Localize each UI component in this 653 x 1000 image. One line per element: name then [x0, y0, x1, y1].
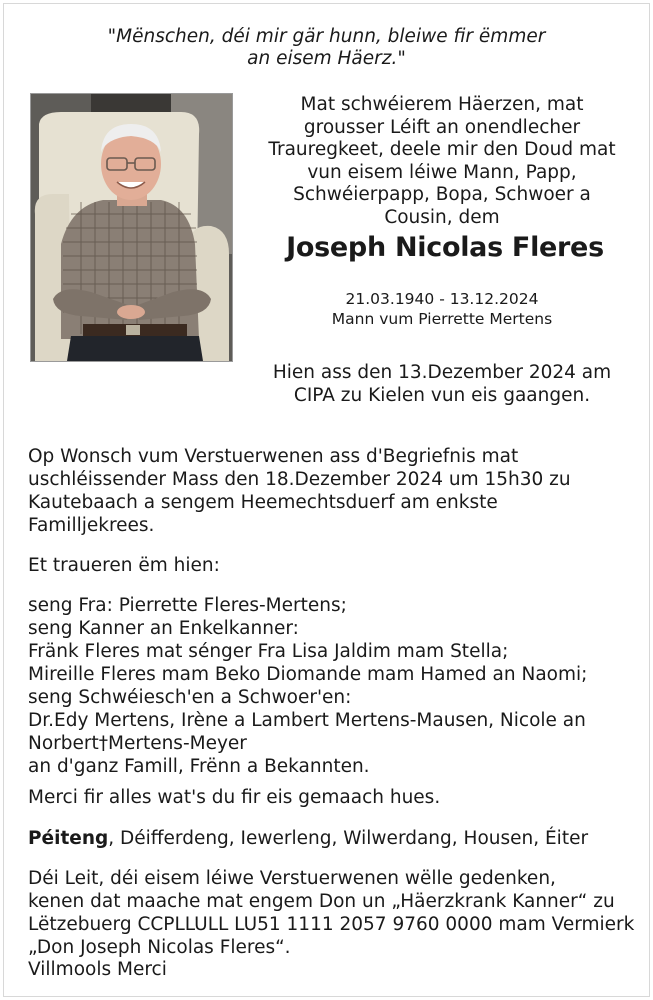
- mourners-list: [28, 594, 638, 778]
- donation-line: „Don Joseph Nicolas Fleres“.: [28, 937, 291, 958]
- mourner-line: Mireille Fleres mam Beko Diomande mam Hamed an Naomi;: [28, 664, 588, 685]
- quote-line: an eisem Häerz.": [247, 48, 406, 69]
- funeral-line: Kautebaach a sengem Heemechtsduerf am enkste: [28, 492, 498, 513]
- mourner-line: Fränk Fleres mat sénger Fra Lisa Jaldim mam Stella;: [28, 641, 509, 662]
- places-line: [28, 827, 638, 850]
- mourners-heading: Et traueren ëm hien:: [28, 555, 220, 576]
- places-block: [28, 827, 638, 850]
- death-notice: [262, 362, 622, 407]
- intro-line: Mat schwéierem Häerzen, mat: [300, 94, 584, 115]
- donation-line: Déi Leit, déi eisem léiwe Verstuerwenen wëlle gedenken,: [28, 868, 556, 889]
- closing-block: [28, 958, 638, 981]
- intro-line: Cousin, dem: [384, 206, 500, 228]
- donation-line: kenen dat maache mat engem Don un „Häerzkrank Kanner“ zu: [28, 891, 615, 912]
- deceased-name: Joseph Nicolas Fleres: [286, 232, 604, 263]
- life-dates: 21.03.1940 - 13.12.2024: [345, 290, 539, 308]
- portrait-illustration: [31, 94, 232, 361]
- funeral-details: [28, 445, 638, 537]
- mourner-line: seng Kanner an Enkelkanner:: [28, 618, 299, 639]
- mourners-heading-block: [28, 554, 638, 577]
- memorial-quote: [0, 26, 653, 70]
- intro-line: grousser Léift an onendlecher: [303, 116, 581, 138]
- funeral-line: uschléissender Mass den 18.Dezember 2024 um 15h30 zu: [28, 469, 571, 490]
- intro-line: Schwéierpapp, Bopa, Schwoer a: [293, 184, 591, 205]
- mourner-line: Dr.Edy Mertens, Irène a Lambert Mertens-Mausen, Nicole an: [28, 710, 586, 731]
- death-notice-line: CIPA zu Kielen vun eis gaangen.: [293, 384, 591, 406]
- funeral-line: Familljekrees.: [28, 515, 155, 536]
- places-rest: , Déifferdeng, Iewerleng, Wilwerdang, Housen, Éiter: [108, 828, 589, 849]
- thanks-block: [28, 786, 638, 809]
- quote-line: "Mënschen, déi mir gär hunn, bleiwe fir ëmmer: [107, 26, 546, 47]
- mourner-line: an d'ganz Famill, Frënn a Bekannten.: [28, 756, 370, 777]
- life-dates-block: [262, 289, 622, 329]
- mourner-line: seng Fra: Pierrette Fleres-Mertens;: [28, 595, 347, 616]
- places-bold: Péiteng: [28, 828, 109, 849]
- thanks-line: Merci fir alles wat's du fir eis gemaach hues.: [28, 787, 441, 808]
- intro-line: vun eisem léiwe Mann, Papp,: [307, 161, 577, 183]
- mourner-line: seng Schwéiesch'en a Schwoer'en:: [28, 687, 352, 708]
- funeral-line: Op Wonsch vum Verstuerwenen ass d'Begriefnis mat: [28, 446, 519, 467]
- donation-block: [28, 867, 638, 959]
- spouse-line: Mann vum Pierrette Mertens: [331, 310, 553, 328]
- intro-line: Trauregkeet, deele mir den Doud mat: [268, 139, 616, 160]
- announcement-intro: [262, 94, 622, 229]
- closing-line: Villmools Merci: [28, 959, 167, 980]
- donation-line: Lëtzebuerg CCPLLULL LU51 1111 2057 9760 0000 mam Vermierk: [28, 914, 635, 935]
- mourner-line: Norbert†Mertens-Meyer: [28, 733, 247, 754]
- death-notice-line: Hien ass den 13.Dezember 2024 am: [272, 362, 612, 383]
- portrait-photo: [30, 93, 233, 362]
